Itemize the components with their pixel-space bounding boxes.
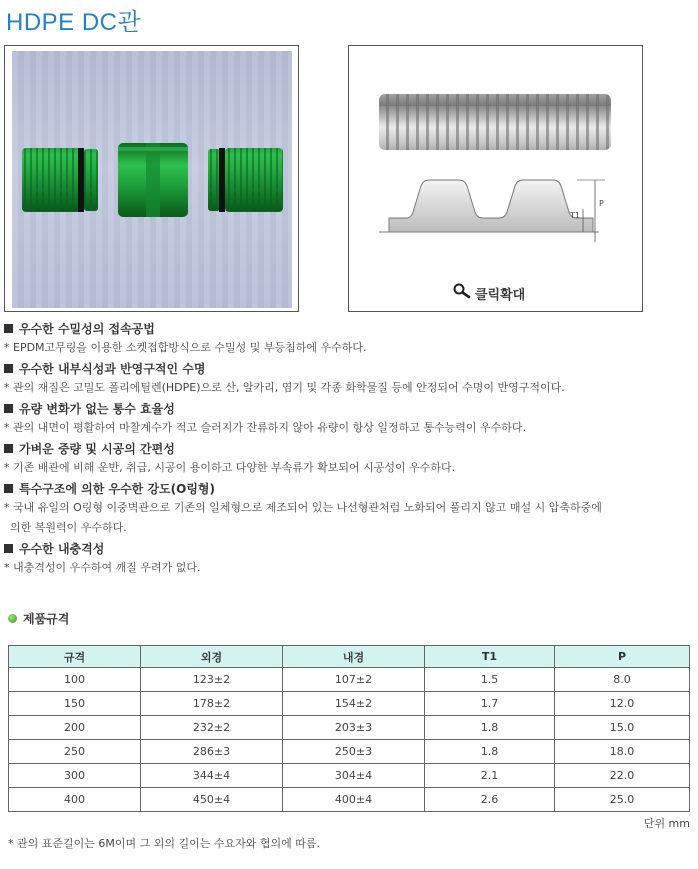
cell: 1.8 (425, 740, 555, 764)
table-row (9, 788, 690, 812)
cell: 203±3 (283, 716, 425, 740)
cell: 178±2 (141, 692, 283, 716)
cell: 250±3 (283, 740, 425, 764)
col-header: T1 (425, 646, 555, 668)
magnifier-icon (453, 283, 471, 303)
t1-label: T1 (570, 211, 580, 220)
bullet-square-icon (4, 544, 13, 553)
col-header: 외경 (141, 646, 283, 668)
zoom-label: 클릭확대 (475, 287, 526, 303)
cell: 1.7 (425, 692, 555, 716)
cell: 15.0 (555, 716, 690, 740)
cell: 232±2 (141, 716, 283, 740)
cell: 12.0 (555, 692, 690, 716)
table-row (9, 740, 690, 764)
feature-desc: * 국내 유일의 O링형 이중벽관으로 기존의 일체형으로 제조되어 있는 나선형관처럼 노화되어 풀리지 않고 매설 시 압축하중에 (4, 501, 602, 514)
table-row (9, 668, 690, 692)
col-header: 내경 (283, 646, 425, 668)
product-photo-frame (4, 45, 299, 312)
feature-desc-continued: 의한 복원력이 우수하다. (10, 521, 127, 534)
cell: 300 (9, 764, 141, 788)
cell: 100 (9, 668, 141, 692)
product-photo (12, 51, 292, 308)
cell: 304±4 (283, 764, 425, 788)
feature-heading: 특수구조에 의한 우수한 강도(O링형) (4, 478, 694, 498)
cell: 150 (9, 692, 141, 716)
pipe-profile-illustration (349, 46, 644, 276)
feature-list (4, 318, 694, 578)
cell: 22.0 (555, 764, 690, 788)
cell: 1.5 (425, 668, 555, 692)
cell: 1.8 (425, 716, 555, 740)
cell: 2.6 (425, 788, 555, 812)
cell: 18.0 (555, 740, 690, 764)
table-row (9, 692, 690, 716)
col-header: 규격 (9, 646, 141, 668)
cell: 123±2 (141, 668, 283, 692)
cell: 250 (9, 740, 141, 764)
page-title: HDPE DC관 (6, 9, 142, 36)
spec-header-row (9, 646, 690, 668)
feature-desc: * EPDM고무링을 이용한 소켓접합방식으로 수밀성 및 부등침하에 우수하다. (4, 341, 367, 354)
bullet-square-icon (4, 404, 13, 413)
feature-desc: * 관의 재질은 고밀도 폴리에틸렌(HDPE)으로 산, 알카리, 염기 및 각종 화학물질 등에 안정되어 수명이 반영구적이다. (4, 381, 565, 394)
p-label: P (599, 199, 604, 208)
cell: 200 (9, 716, 141, 740)
feature-heading: 우수한 내충격성 (4, 538, 694, 558)
green-dot-icon (8, 614, 17, 623)
cell: 344±4 (141, 764, 283, 788)
feature-heading: 가벼운 중량 및 시공의 간편성 (4, 438, 694, 458)
feature-heading: 우수한 내부식성과 반영구적인 수명 (4, 358, 694, 378)
zoom-link[interactable] (453, 283, 525, 303)
feature-desc: * 기존 배관에 비해 운반, 취급, 시공이 용이하고 다양한 부속류가 확보되어 시공성이 우수하다. (4, 461, 456, 474)
cell: 400±4 (283, 788, 425, 812)
bullet-square-icon (4, 484, 13, 493)
col-header: P (555, 646, 690, 668)
spec-section-title: 제품규격 (8, 610, 69, 627)
bullet-square-icon (4, 444, 13, 453)
footnote: * 관의 표준길이는 6M이며 그 외의 길이는 수요자와 협의에 따름. (8, 837, 320, 850)
feature-desc: * 내충격성이 우수하여 깨질 우려가 없다. (4, 561, 201, 574)
cell: 400 (9, 788, 141, 812)
table-row (9, 764, 690, 788)
feature-desc: * 관의 내면이 평활하여 마찰계수가 적고 슬러지가 잔류하지 않아 유량이 항상 일정하고 통수능력이 우수하다. (4, 421, 526, 434)
pipe-photo-illustration (12, 51, 292, 308)
feature-heading: 우수한 수밀성의 접속공법 (4, 318, 694, 338)
cell: 25.0 (555, 788, 690, 812)
cell: 154±2 (283, 692, 425, 716)
cell: 2.1 (425, 764, 555, 788)
pipe-profile-diagram[interactable] (348, 45, 643, 312)
cell: 450±4 (141, 788, 283, 812)
table-row (9, 716, 690, 740)
spec-table (8, 645, 690, 812)
bullet-square-icon (4, 324, 13, 333)
cell: 107±2 (283, 668, 425, 692)
cell: 286±3 (141, 740, 283, 764)
bullet-square-icon (4, 364, 13, 373)
feature-heading: 유량 변화가 없는 통수 효율성 (4, 398, 694, 418)
cell: 8.0 (555, 668, 690, 692)
unit-label: 단위 mm (643, 817, 690, 830)
